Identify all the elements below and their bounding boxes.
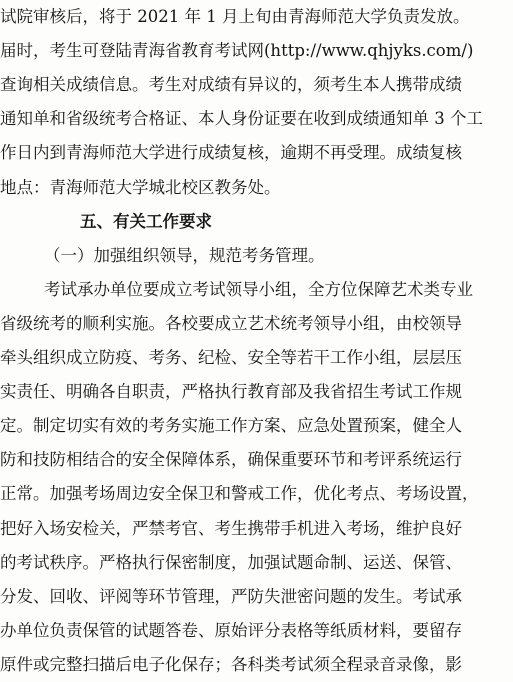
body-line: 把好入场安检关，严禁考官、考生携带手机进入考场，维护良好: [0, 518, 462, 538]
body-line: 定。制定切实有效的考务实施工作方案、应急处置预案，健全人: [0, 416, 462, 436]
body-line: 正常。加强考场周边安全保卫和警戒工作，优化考点、考场设置，: [0, 484, 479, 504]
section-heading: 五、有关工作要求: [80, 211, 212, 231]
body-line: 考试承办单位要成立考试领导小组，全方位保障艺术类专业: [44, 279, 473, 299]
body-line: 防和技防相结合的安全保障体系，确保重要环节和考评系统运行: [0, 450, 462, 470]
body-line: 实责任、明确各自职责，严格执行教育部及我省招生考试工作规: [0, 382, 462, 402]
body-line: 牵头组织成立防疫、考务、纪检、安全等若干工作小组，层层压: [0, 348, 462, 367]
paragraph-line: 通知单和省级统考合格证、本人身份证要在收到成绩通知单 3 个工: [0, 109, 483, 129]
body-line: 原件或完整扫描后电子化保存；各科类考试须全程录音录像，影: [0, 654, 462, 674]
paragraph-line: 查询相关成绩信息。考生对成绩有异议的，须考生本人携带成绩: [0, 75, 462, 95]
paragraph-line: 地点：青海师范大学城北校区教务处。: [0, 177, 281, 197]
paragraph-line: 届时，考生可登陆青海省教育考试网(http://www.qhjyks.com/): [0, 41, 474, 61]
body-line: 分发、回收、评阅等环节管理，严防失泄密问题的发生。考试承: [0, 586, 462, 606]
paragraph-line: 试院审核后，将于 2021 年 1 月上旬由青海师范大学负责发放。: [0, 7, 470, 26]
body-line: 省级统考的顺利实施。各校要成立艺术统考领导小组，由校领导: [0, 313, 462, 333]
body-line: 的考试秩序。严格执行保密制度，加强试题命制、运送、保管、: [0, 552, 462, 572]
subsection-heading: （一）加强组织领导，规范考务管理。: [44, 245, 325, 265]
body-line: 办单位负责保管的试题答卷、原始评分表格等纸质材料，要留存: [0, 620, 462, 640]
paragraph-line: 作日内到青海师范大学进行成绩复核，逾期不再受理。成绩复核: [0, 143, 462, 163]
